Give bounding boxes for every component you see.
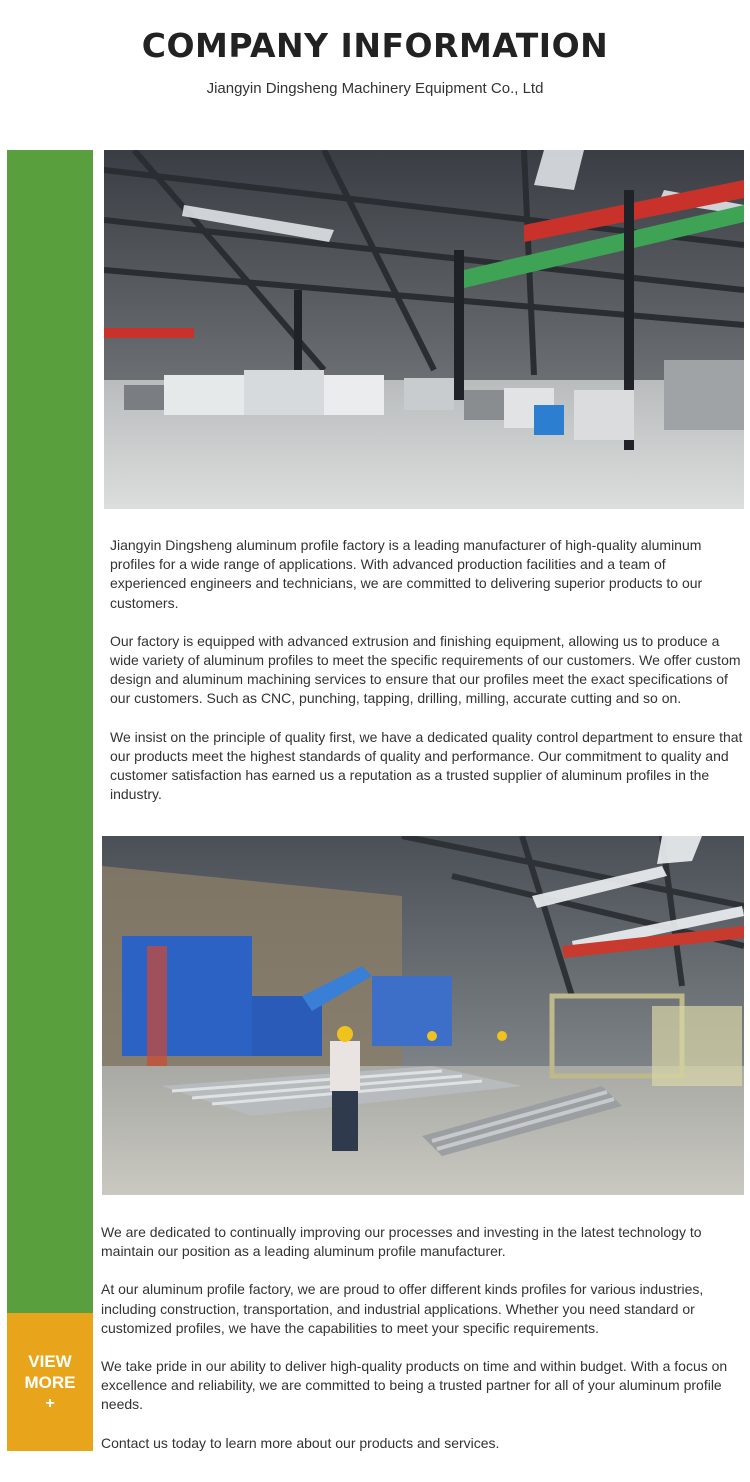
view-more-label-line1: VIEW — [28, 1351, 72, 1371]
company-name: Jiangyin Dingsheng Machinery Equipment Co., Ltd — [206, 80, 544, 97]
company-description-top — [110, 536, 744, 823]
sidebar-accent-bar — [7, 150, 93, 1313]
view-more-button[interactable] — [7, 1313, 93, 1451]
production-line-photo — [102, 836, 744, 1195]
page-header — [0, 0, 750, 130]
paragraph: We insist on the principle of quality first, we have a dedicated quality control department to ensure that our products meet the highest standards of quality and performance. Our commitment to quality and customer satisfaction has earned us a reputation as a trusted supplier of aluminum profiles in the industry. — [110, 728, 743, 803]
plus-icon: + — [45, 1394, 55, 1412]
view-more-label-line2: MORE — [24, 1372, 76, 1392]
paragraph: We take pride in our ability to deliver high-quality products on time and within budget. With a focus on excellence and reliability, we are committed to being a trusted partner for all of your aluminum profile needs. — [101, 1358, 728, 1413]
page-title: COMPANY INFORMATION — [141, 26, 609, 65]
paragraph: We are dedicated to continually improving our processes and investing in the latest technology to maintain our position as a leading aluminum profile manufacturer. — [101, 1224, 702, 1260]
paragraph: Jiangyin Dingsheng aluminum profile factory is a leading manufacturer of high-quality aluminum profiles for a wide range of applications. With advanced production facilities and a team of experienced engineers and technicians, we are committed to delivering superior products to our customers. — [110, 537, 703, 611]
paragraph: At our aluminum profile factory, we are proud to offer different kinds profiles for various industries, including construction, transportation, and industrial applications. Whether you need standard or customized profiles, we have the capabilities to meet your specific requirements. — [101, 1281, 704, 1336]
contact-cta: Contact us today to learn more about our products and services. — [101, 1434, 500, 1451]
paragraph: Our factory is equipped with advanced extrusion and finishing equipment, allowing us to produce a wide variety of aluminum profiles to meet the specific requirements of our customers. We offer custom design and aluminum machining services to ensure that our profiles meet the exact specifications of our customers. Such as CNC, punching, tapping, drilling, milling, accurate cutting and so on. — [110, 632, 741, 707]
factory-interior-photo — [104, 150, 744, 509]
company-description-bottom — [101, 1223, 744, 1472]
